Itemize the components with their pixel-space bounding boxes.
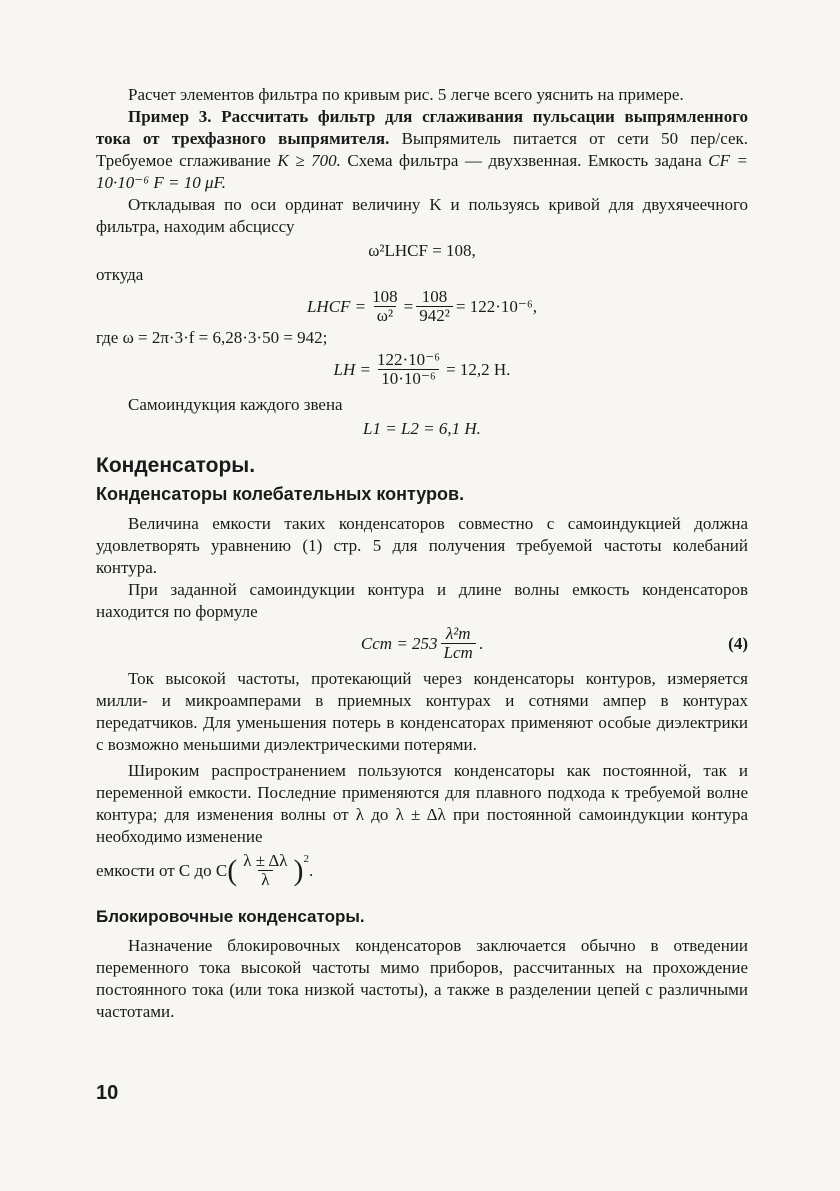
- eq7-den: λ: [258, 870, 272, 889]
- intro-paragraph: Расчет элементов фильтра по кривым рис. 5 легче всего уяснить на примере.: [128, 85, 684, 104]
- eq2-fraction-1: [369, 288, 401, 325]
- example-capacity: CF = 10·10⁻⁶ F = 10 μF.: [96, 151, 749, 192]
- eq4-result: = 12,2 H.: [446, 359, 511, 379]
- eq4-lhs: LH =: [333, 359, 371, 379]
- eq2-result: = 122·10⁻⁶,: [455, 296, 538, 316]
- abscissa-paragraph: Откладывая по оси ординат величину K и пользуясь кривой для двухячеечного фильтра, находим абсциссу: [96, 195, 748, 236]
- section-title-capacitors: Конденсаторы.: [96, 454, 256, 477]
- eq6-num: λ²m: [445, 624, 471, 643]
- eq2-fraction-2: [416, 288, 453, 325]
- eq2-f2-num: 108: [421, 287, 448, 306]
- eq6-fraction: [441, 625, 476, 662]
- eq2-f1-den: ω²: [374, 306, 396, 325]
- eq7-pre: емкости от C до C: [96, 860, 228, 880]
- example-label: Пример 3.: [128, 107, 212, 126]
- equation-4: [96, 351, 748, 388]
- eq7-tail: .: [309, 860, 314, 880]
- eq2-equals: =: [403, 296, 414, 316]
- example-scheme: Схема фильтра — двухзвенная. Емкость задана: [347, 151, 702, 170]
- equation-2: [96, 288, 748, 325]
- eq7-paren-open: (: [227, 853, 238, 887]
- example-paragraph: [96, 106, 748, 194]
- page-number: 10: [96, 1082, 119, 1104]
- subsection-title-blocking: Блокировочные конденсаторы.: [96, 907, 365, 926]
- eq4-fraction: [374, 351, 443, 388]
- self-induction-paragraph: Самоиндукция каждого звена: [128, 395, 343, 414]
- eq6-lhs: Ccm = 253: [360, 633, 438, 653]
- example-condition: K ≥ 700.: [277, 151, 341, 170]
- subsection-title-oscillating: Конденсаторы колебательных контуров.: [96, 484, 465, 504]
- eq7-num: λ ± Δλ: [243, 851, 288, 870]
- equation-7: емкости от C до C ( $\frac{\lambda \pm \Delta\lambda}{\lambda}$ ) $^2$ .: [96, 851, 314, 889]
- equation-1: ω²LHCF = 108,: [368, 241, 476, 260]
- otkuda-label: откуда: [96, 265, 144, 284]
- capacity-paragraph: Величина емкости таких конденсаторов совместно с самоиндукцией должна удовлетворять уравнению (1) стр. 5 для получения требуемой частоты колебаний контура.: [96, 514, 748, 577]
- equation-3: где ω = 2π·3·f = 6,28·3·50 = 942;: [96, 328, 328, 347]
- equation-5: L1 = L2 = 6,1 H.: [363, 419, 481, 438]
- eq2-lhs: LHCF =: [306, 296, 367, 316]
- eq6-number: (4): [728, 633, 748, 653]
- eq4-den: 10·10⁻⁶: [378, 369, 439, 388]
- equation-6: [96, 625, 748, 662]
- variable-capacity-paragraph: Широким распространением пользуются конденсаторы как постоянной, так и переменной емкости. Последние применяются для плавного подхода к требуемой волне контура; для изменения волны от λ до λ ± Δλ при постоянной самоиндукции контура необходимо изменение: [96, 761, 748, 846]
- hf-current-paragraph: Ток высокой частоты, протекающий через конденсаторы контуров, измеряется милли- и микроамперами в приемных контурах и сотнями ампер в контурах передатчиков. Для уменьшения потерь в конденсаторах применяют особые диэлектрики с возможно меньшими диэлектрическими потерями.: [96, 669, 748, 754]
- eq2-f1-num: 108: [372, 287, 398, 306]
- eq6-tail: .: [478, 633, 484, 653]
- formula-intro-paragraph: При заданной самоиндукции контура и длине волны емкость конденсаторов находится по формуле: [96, 580, 748, 621]
- eq7-paren-close: ): [293, 853, 304, 887]
- eq7-fraction: [240, 852, 290, 889]
- example-title: Рассчитать фильтр для сглаживания пульсации выпрямленного тока от трехфазного выпрямителя.: [96, 107, 748, 148]
- eq2-f2-den: 942²: [416, 306, 453, 325]
- eq4-num: 122·10⁻⁶: [377, 350, 441, 369]
- example-rest: Выпрямитель питается от сети 50 пер/сек. Требуемое сглаживание: [96, 129, 749, 170]
- eq6-den: Lcm: [441, 643, 476, 662]
- blocking-paragraph: Назначение блокировочных конденсаторов заключается обычно в отведении переменного тока высокой частоты мимо приборов, рассчитанных на прохождение постоянного тока (или тока низкой частоты), а также в разделении цепей с различными частотами.: [96, 936, 748, 1021]
